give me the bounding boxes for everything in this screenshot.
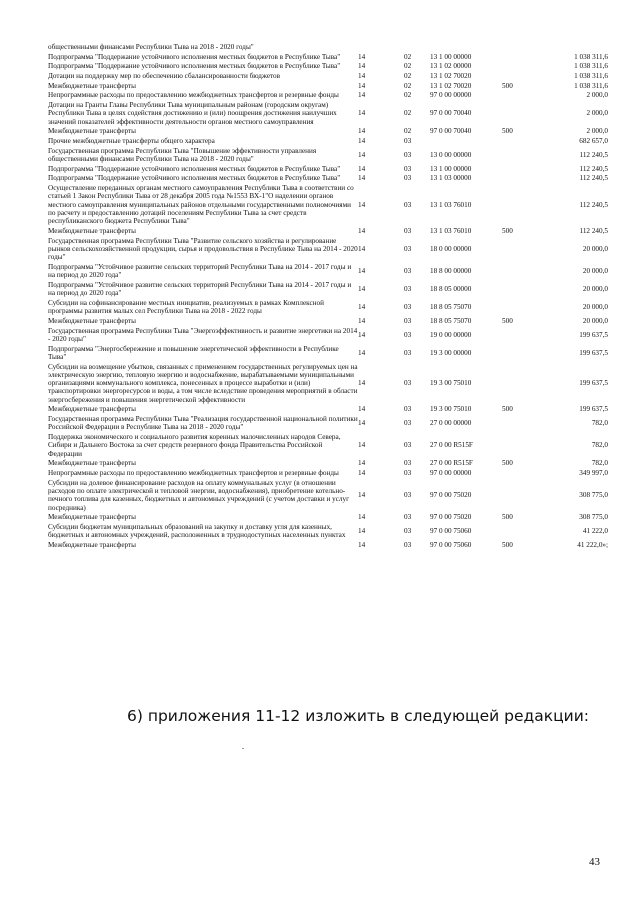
- row-name: Межбюджетные трансферты: [48, 513, 136, 522]
- row-expense-type: [502, 101, 540, 127]
- row-amount: 199 637,5: [579, 405, 608, 414]
- row-amount: 2 000,0: [586, 109, 608, 118]
- row-name: Подпрограмма "Поддержание устойчивого исполнения местных бюджетов в Республике Тыва": [48, 52, 341, 61]
- row-target-article: 19 3 00 75010: [430, 379, 472, 388]
- row-expense-type: [502, 72, 540, 82]
- row-section-code: 14: [358, 52, 366, 61]
- row-section-code: 14: [358, 245, 366, 253]
- row-name: Дотации на поддержку мер по обеспечению сбалансированности бюджетов: [48, 72, 281, 81]
- row-name: Межбюджетные трансферты: [48, 541, 136, 550]
- row-subsection-code: 03: [404, 200, 412, 209]
- row-name: Субсидии на софинансирование местных инициатив, реализуемых в рамках Комплексной программы развития малых сел Республики Тыва на 2018 - 2022 годы: [48, 298, 324, 316]
- row-name: Межбюджетные трансферты: [48, 81, 136, 90]
- budget-table: [48, 43, 608, 551]
- row-subsection-code: 03: [404, 527, 412, 536]
- row-target-article: 13 1 03 76010: [430, 200, 472, 209]
- row-section-code: 14: [358, 127, 366, 136]
- row-subsection-code: 02: [404, 91, 412, 100]
- row-target-article: 97 0 00 70040: [430, 109, 472, 118]
- row-section-code: 14: [358, 330, 366, 339]
- row-amount: 112 240,5: [579, 200, 608, 209]
- row-amount: 20 000,0: [582, 267, 608, 276]
- row-expense-type: [502, 345, 540, 363]
- row-amount: 112 240,5: [579, 174, 608, 183]
- table-row: [48, 433, 608, 459]
- amendment-caption: 6) приложения 11-12 изложить в следующей редакции:: [127, 707, 590, 725]
- row-expense-type: [502, 433, 540, 459]
- row-section-code: 14: [358, 164, 366, 173]
- row-subsection-code: 03: [404, 316, 412, 325]
- row-section-code: 14: [358, 469, 366, 478]
- table-row: [48, 165, 608, 175]
- row-amount: 2 000,0: [586, 127, 608, 136]
- row-name: Государственная программа Республики Тыва "Развитие сельского хозяйства и регулирование рынков сельскохозяйственной продукции, сырья и продовольствия в Республике Тыва на 2014 - 2020 годы": [48, 236, 358, 262]
- row-amount: 1 038 311,6: [574, 62, 608, 71]
- row-name: Государственная программа Республики Тыва "Реализация государственной национальной политики Российской Федерации в Республике Тыва на 2018 - 2020 годы": [48, 415, 358, 432]
- table-row: [48, 299, 608, 317]
- row-amount: 20 000,0: [582, 245, 608, 253]
- row-target-article: 18 8 05 75070: [430, 303, 472, 312]
- row-target-article: 97 0 00 70040: [430, 127, 472, 136]
- table-row: [48, 469, 608, 479]
- row-name: Субсидии бюджетам муниципальных образований на закупку и доставку угля для казенных, бюджетных и автономных учреждений, расположенных в труднодоступных населенных пунктах: [48, 523, 346, 540]
- row-section-code: 14: [358, 541, 366, 550]
- row-expense-type: [502, 184, 540, 227]
- row-subsection-code: 02: [404, 109, 412, 118]
- row-target-article: 97 0 00 75060: [430, 541, 472, 550]
- row-section-code: 14: [358, 491, 366, 500]
- row-target-article: [430, 43, 502, 53]
- row-section-code: 14: [358, 109, 366, 118]
- row-expense-type: 500: [502, 405, 513, 414]
- table-row: [48, 101, 608, 127]
- row-amount: 782,0: [591, 419, 608, 428]
- row-subsection-code: 03: [404, 285, 412, 294]
- row-amount: 20 000,0: [582, 285, 608, 294]
- row-section-code: 14: [358, 200, 366, 209]
- row-subsection-code: 03: [404, 137, 412, 146]
- table-row: [48, 345, 608, 363]
- row-section-code: 14: [358, 459, 366, 468]
- row-name: Подпрограмма "Поддержание устойчивого исполнения местных бюджетов в Республике Тыва": [48, 164, 341, 173]
- table-row: [48, 281, 608, 299]
- row-subsection-code: 02: [404, 62, 412, 71]
- row-target-article: 13 0 00 00000: [430, 150, 472, 159]
- row-name: Подпрограмма "Устойчивое развитие сельских территорий Республики Тыва на 2014 - 2017 годы и на период до 2020 года": [48, 262, 352, 280]
- row-section-code: 14: [358, 316, 366, 325]
- row-amount: 41 222,0: [582, 527, 608, 536]
- row-subsection-code: 03: [404, 245, 412, 253]
- row-name: Непрограммные расходы по предоставлению межбюджетных трансфертов и резервные фонды: [48, 469, 339, 478]
- row-target-article: 13 1 03 76010: [430, 227, 472, 236]
- row-section-code: 14: [358, 513, 366, 522]
- row-target-article: 19 3 00 75010: [430, 405, 472, 414]
- row-subsection-code: 02: [404, 72, 412, 81]
- row-target-article: 18 8 05 75070: [430, 316, 472, 325]
- row-expense-type: 500: [502, 541, 513, 550]
- row-expense-type: [502, 165, 540, 175]
- row-amount: 112 240,5: [579, 164, 608, 173]
- row-amount: 308 775,0: [579, 513, 608, 522]
- row-target-article: 97 0 00 75020: [430, 513, 472, 522]
- row-section-code: 14: [358, 285, 366, 294]
- row-name: Подпрограмма "Энергосбережение и повышение энергетической эффективности в Республике Тыва": [48, 344, 339, 361]
- table-row: [48, 227, 608, 237]
- row-expense-type: 500: [502, 459, 513, 468]
- row-subsection-code: 03: [404, 405, 412, 414]
- row-target-article: 13 1 02 70020: [430, 81, 472, 90]
- row-target-article: 97 0 00 75020: [430, 491, 472, 500]
- row-expense-type: 500: [502, 127, 513, 136]
- row-expense-type: [502, 174, 540, 184]
- table-row: [48, 91, 608, 101]
- table-row: [48, 405, 608, 415]
- row-expense-type: 500: [502, 316, 513, 325]
- row-expense-type: [502, 299, 540, 317]
- row-name: Прочие межбюджетные трансферты общего характера: [48, 137, 215, 146]
- row-subsection-code: 03: [404, 267, 412, 276]
- row-name: Межбюджетные трансферты: [48, 316, 136, 325]
- row-name: Межбюджетные трансферты: [48, 227, 136, 236]
- row-expense-type: [502, 415, 540, 433]
- row-subsection-code: 03: [404, 469, 412, 478]
- row-subsection-code: 03: [404, 164, 412, 173]
- row-expense-type: [502, 91, 540, 101]
- budget-table-body: [48, 43, 608, 551]
- table-row: [48, 174, 608, 184]
- row-section-code: 14: [358, 91, 366, 100]
- row-expense-type: 500: [502, 81, 513, 90]
- row-section-code: 14: [358, 137, 366, 146]
- row-expense-type: [502, 327, 540, 345]
- row-name: Государственная программа Республики Тыва "Энергоэффективность и развитие энергетики на 2014 - 2020 годы": [48, 326, 358, 343]
- table-row: [48, 415, 608, 433]
- row-name: Непрограммные расходы по предоставлению межбюджетных трансфертов и резервные фонды: [48, 91, 339, 100]
- row-amount: 682 657,0: [579, 137, 608, 146]
- row-section-code: 14: [358, 267, 366, 276]
- row-name: Осуществление переданных органам местного самоуправления Республики Тыва в соответствии со статьей 1 Закон Республики Тыва от 28 декабря 2005 года №1553 ВХ-1"О наделении органов местного самоуправления муниципальных районов отдельными государственными полномочиями по расчету и предоставлению дотаций поселениям Республики Тыва за счет средств республиканского бюджета Республики Тыва": [48, 184, 354, 226]
- table-row: [48, 513, 608, 523]
- row-section-code: 14: [358, 441, 366, 450]
- row-subsection-code: [404, 43, 430, 53]
- row-amount: 199 637,5: [579, 348, 608, 357]
- table-row: [48, 263, 608, 281]
- row-target-article: 13 1 02 00000: [430, 62, 472, 71]
- row-name: Дотации на Гранты Главы Республики Тыва муниципальным районам (городским округам) Республики Тыва в целях содействия достижению и (или) поощрения достижения наилучших значений показателей эффективности деятельности органов местного самоуправления: [48, 101, 337, 126]
- row-subsection-code: 03: [404, 174, 412, 183]
- row-name: Межбюджетные трансферты: [48, 459, 136, 468]
- row-subsection-code: 03: [404, 150, 412, 159]
- table-row: [48, 43, 608, 53]
- row-subsection-code: 03: [404, 227, 412, 236]
- row-amount: 199 637,5: [579, 379, 608, 388]
- row-expense-type: [502, 43, 540, 53]
- row-amount: 112 240,5: [579, 150, 608, 159]
- row-expense-type: [502, 469, 540, 479]
- row-section-code: [358, 43, 404, 53]
- row-amount: 782,0: [591, 441, 608, 450]
- row-section-code: 14: [358, 150, 366, 159]
- row-subsection-code: 03: [404, 459, 412, 468]
- table-row: [48, 237, 608, 263]
- table-row: [48, 317, 608, 327]
- row-section-code: 14: [358, 527, 366, 536]
- row-name: Межбюджетные трансферты: [48, 405, 136, 414]
- row-target-article: 18 0 00 00000: [430, 245, 472, 253]
- row-expense-type: 500: [502, 513, 513, 522]
- row-subsection-code: 03: [404, 379, 412, 388]
- row-target-article: 18 8 00 00000: [430, 267, 472, 276]
- row-name: Подпрограмма "Поддержание устойчивого исполнения местных бюджетов в Республике Тыва": [48, 174, 341, 183]
- table-row: [48, 82, 608, 92]
- row-subsection-code: 03: [404, 303, 412, 312]
- row-subsection-code: 02: [404, 81, 412, 90]
- row-amount: 349 997,0: [579, 469, 608, 478]
- row-expense-type: [502, 147, 540, 165]
- row-section-code: 14: [358, 227, 366, 236]
- row-name: Подпрограмма "Поддержание устойчивого исполнения местных бюджетов в Республике Тыва": [48, 62, 341, 71]
- row-target-article: 19 0 00 00000: [430, 330, 472, 339]
- table-row: [48, 541, 608, 551]
- table-row: [48, 479, 608, 514]
- row-name: Межбюджетные трансферты: [48, 127, 136, 136]
- table-row: [48, 523, 608, 541]
- row-amount: 782,0: [591, 459, 608, 468]
- row-section-code: 14: [358, 348, 366, 357]
- row-amount: 112 240,5: [579, 227, 608, 236]
- row-section-code: 14: [358, 405, 366, 414]
- row-target-article: 18 8 05 00000: [430, 285, 472, 294]
- row-expense-type: [502, 479, 540, 514]
- row-section-code: 14: [358, 174, 366, 183]
- row-subsection-code: 03: [404, 491, 412, 500]
- table-row: [48, 72, 608, 82]
- row-subsection-code: 03: [404, 513, 412, 522]
- row-expense-type: [502, 263, 540, 281]
- table-row: [48, 53, 608, 63]
- row-expense-type: [502, 523, 540, 541]
- row-target-article: 27 0 00 00000: [430, 419, 472, 428]
- row-name: Субсидии на долевое финансирование расходов на оплату коммунальных услуг (в отношении расходов по оплате электрической и тепловой энергии, водоснабжения), приобретение котельно-печного топлива для казенных, бюджетных и автономных учреждений (с учетом доставки и услуг посредника): [48, 478, 350, 512]
- row-name: Субсидии на возмещение убытков, связанных с применением государственных регулируемых цен на электрическую энергию, тепловую энергию и водоснабжение, вырабатываемыми муниципальными организациями коммунального комплекса, понесенных в процессе выработки и (или) транспортировки энергоресурсов и воды, а том числе вследствие проведения мероприятий в области энергосбережения и повышения энергетической эффективности: [48, 362, 358, 404]
- row-target-article: 13 1 02 70020: [430, 72, 472, 81]
- table-row: [48, 459, 608, 469]
- row-amount: 20 000,0: [582, 316, 608, 325]
- row-target-article: 97 0 00 00000: [430, 91, 472, 100]
- table-row: [48, 184, 608, 227]
- row-expense-type: [502, 137, 540, 147]
- table-row: [48, 127, 608, 137]
- row-subsection-code: 03: [404, 348, 412, 357]
- row-expense-type: 500: [502, 227, 513, 236]
- row-target-article: 27 0 00 R515F: [430, 441, 473, 450]
- row-section-code: 14: [358, 303, 366, 312]
- row-name: Поддержка экономического и социального развития коренных малочисленных народов Севера, Сибири и Дальнего Востока за счет средств резервного фонда Правительства Российской Федерации: [48, 433, 341, 458]
- row-name: Государственная программа Республики Тыва "Повышение эффективности управления общественными финансами Республики Тыва на 2018 - 2020 годы": [48, 146, 317, 164]
- row-section-code: 14: [358, 419, 366, 428]
- row-section-code: 14: [358, 72, 366, 81]
- table-row: [48, 137, 608, 147]
- row-subsection-code: 03: [404, 441, 412, 450]
- row-target-article: [430, 137, 502, 147]
- row-expense-type: [502, 62, 540, 72]
- row-expense-type: [502, 53, 540, 63]
- row-amount: 1 038 311,6: [574, 72, 608, 81]
- row-subsection-code: 03: [404, 419, 412, 428]
- row-section-code: 14: [358, 62, 366, 71]
- row-amount: 1 038 311,6: [574, 52, 608, 61]
- row-target-article: 97 0 00 00000: [430, 469, 472, 478]
- row-expense-type: [502, 363, 540, 406]
- row-expense-type: [502, 281, 540, 299]
- row-target-article: 27 0 00 R515F: [430, 459, 473, 468]
- row-amount: [540, 43, 608, 53]
- row-amount: 199 637,5: [579, 330, 608, 339]
- scan-speck: [242, 748, 244, 749]
- row-target-article: 13 1 00 00000: [430, 164, 472, 173]
- row-amount: 20 000,0: [582, 303, 608, 312]
- table-row: [48, 327, 608, 345]
- row-name: общественными финансами Республики Тыва на 2018 - 2020 годы": [48, 43, 254, 51]
- table-row: [48, 147, 608, 165]
- table-row: [48, 363, 608, 406]
- page-number: 43: [589, 856, 600, 868]
- row-subsection-code: 03: [404, 541, 412, 550]
- row-subsection-code: 03: [404, 330, 412, 339]
- row-section-code: 14: [358, 81, 366, 90]
- row-target-article: 13 1 03 00000: [430, 174, 472, 183]
- row-expense-type: [502, 237, 540, 263]
- row-subsection-code: 02: [404, 127, 412, 136]
- row-amount: 308 775,0: [579, 491, 608, 500]
- row-subsection-code: 02: [404, 52, 412, 61]
- row-amount: 1 038 311,6: [574, 81, 608, 90]
- row-name: Подпрограмма "Устойчивое развитие сельских территорий Республики Тыва на 2014 - 2017 годы и на период до 2020 года": [48, 280, 352, 298]
- row-amount: 2 000,0: [586, 91, 608, 100]
- row-target-article: 13 1 00 00000: [430, 52, 472, 61]
- row-target-article: 97 0 00 75060: [430, 527, 472, 536]
- row-amount: 41 222,0»;: [577, 541, 608, 550]
- row-section-code: 14: [358, 379, 366, 388]
- row-target-article: 19 3 00 00000: [430, 348, 472, 357]
- table-row: [48, 62, 608, 72]
